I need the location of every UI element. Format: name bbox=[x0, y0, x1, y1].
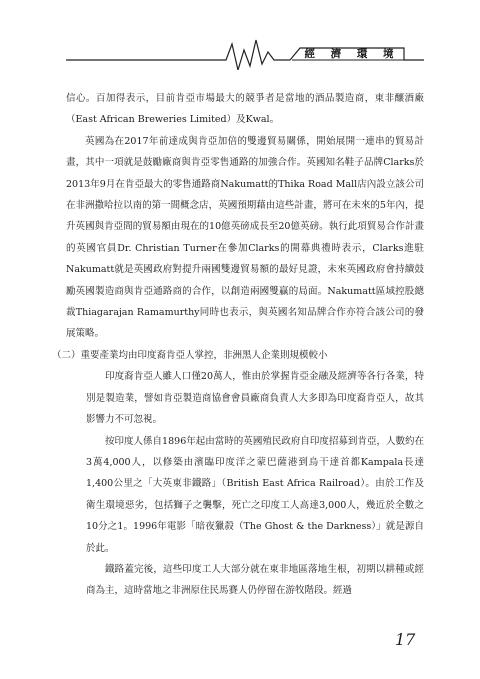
section-heading: （二）重要產業均由印度裔肯亞人掌控，非洲黑人企業則規模較小 bbox=[52, 349, 328, 361]
paragraph: 按印度人係自1896年起由當時的英國殖民政府自印度招募到肯亞，人數約在3萬4,000人，以修築由濱臨印度洋之蒙巴薩港到烏干達首都Kampala長達1,400公里之「大英東非鐵路」（British East Africa Railroad）。由於工作及衛生環境惡劣，包括獅子之襲擊，死亡之印度工人高達3,000人，幾近於全數之10分之1。1996年電影「暗夜獵殺（The Ghost & the Darkness）」就是源自於此。 bbox=[86, 435, 424, 554]
page-number: 17 bbox=[395, 630, 416, 649]
header-ekg-line bbox=[0, 0, 480, 70]
page-header bbox=[0, 0, 480, 70]
paragraph: 英國為在2017年前達成與肯亞加倍的雙邊貿易關係，開始展開一連串的貿易計畫，其中一項就是鼓勵廠商與肯亞零售通路的加強合作。英國知名鞋子品牌Clarks於2013年9月在肯亞最大的零售通路商Nakumatt的Thika Road Mall店內設立該公司在非洲撒哈拉以南的第一間概念店，英國預期藉由這些計畫，將可在未來的5年內，提升英國與肯亞間的貿易額由現在的10億英磅成長至20億英磅。執行此項貿易合作計畫的英國官員Dr. Christian Turner在參加Clarks的開幕典禮時表示，Clarks進駐Nakumatt就是英國政府對提升兩國雙邊貿易額的最好見證，未來英國政府會持續鼓勵英國製造商與肯亞通路商的合作，以創造兩國雙贏的局面。Nakumatt區域控股總裁Thiagarajan Ramamurthy同時也表示，與英國名知品牌合作亦符合該公司的發展策略。 bbox=[66, 135, 424, 340]
section-title: 經 濟 環 境 bbox=[304, 48, 400, 60]
body-text bbox=[52, 88, 424, 602]
paragraph: 印度裔肯亞人雖人口僅20萬人，惟由於掌握肯亞金融及經濟等各行各業，特別是製造業，譬如肯亞製造商協會會員廠商負責人大多即為印度裔肯亞人，故其影響力不可忽視。 bbox=[86, 371, 424, 426]
paragraph: 鐵路蓋完後，這些印度工人大部分就在東非地區落地生根，初期以耕種或經商為主，這時當地之非洲原住民馬賽人仍停留在游牧階段。經過 bbox=[86, 563, 424, 597]
paragraph: 信心。百加得表示，目前肯亞市場最大的競爭者是當地的酒品製造商，東非釀酒廠（East African Breweries Limited）及Kwal。 bbox=[66, 93, 424, 126]
